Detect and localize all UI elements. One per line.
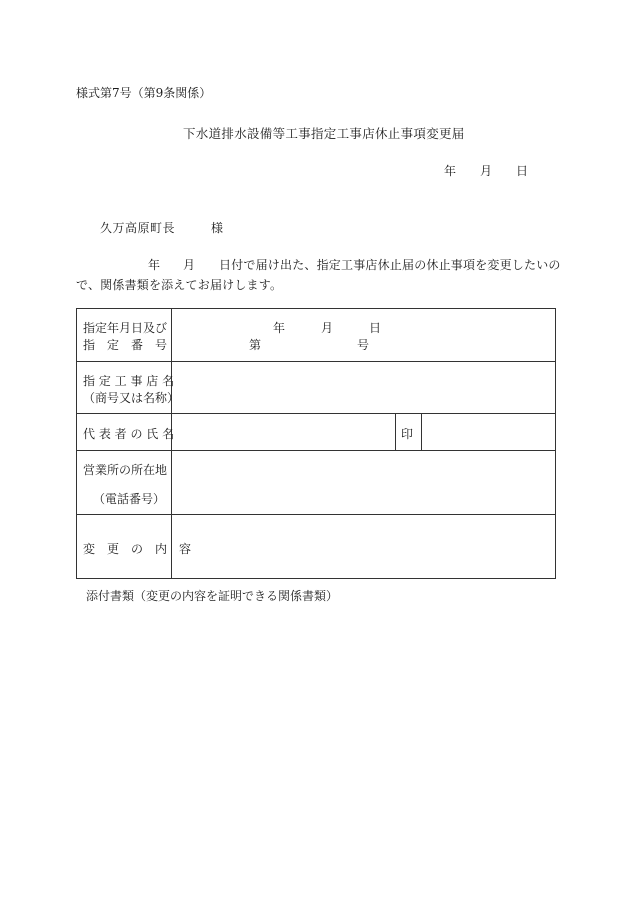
date-month-label: 月 xyxy=(480,164,493,178)
designation-go-label: 号 xyxy=(357,338,370,352)
intro-text-line1: 日付で届け出た、指定工事店休止届の休止事項を変更したいの xyxy=(219,258,561,272)
designation-year-field[interactable]: 年 xyxy=(273,321,286,335)
contractor-name-field[interactable] xyxy=(177,365,547,409)
designation-dai-label: 第 xyxy=(249,338,262,352)
seal-mark-label: 印 xyxy=(401,427,414,441)
trade-name-label: （商号又は名称） xyxy=(83,391,180,405)
form-number: 様式第7号（第9条関係） xyxy=(76,86,212,100)
change-details-label: 変 更 の 内 容 xyxy=(83,542,192,556)
designation-number-label: 指 定 番 号 xyxy=(83,338,168,352)
intro-year-label: 年 xyxy=(148,258,161,272)
addressee-honorific: 様 xyxy=(211,221,224,235)
designation-day-field[interactable]: 日 xyxy=(369,321,382,335)
phone-number-label: （電話番号） xyxy=(93,492,166,506)
row-divider xyxy=(77,450,555,451)
seal-column-divider xyxy=(395,413,396,450)
intro-text-line2: で、関係書類を添えてお届けします。 xyxy=(76,278,283,292)
representative-name-label: 代 表 者 の 氏 名 xyxy=(83,427,175,441)
seal-column-divider xyxy=(421,413,422,450)
designation-month-field[interactable]: 月 xyxy=(321,321,334,335)
intro-month-label: 月 xyxy=(183,258,196,272)
form-title: 下水道排水設備等工事指定工事店休止事項変更届 xyxy=(183,126,465,141)
row-divider xyxy=(77,413,555,414)
date-day-label: 日 xyxy=(516,164,529,178)
application-form-table xyxy=(76,308,556,579)
addressee-name: 久万高原町長 xyxy=(100,221,176,235)
office-location-label: 営業所の所在地 xyxy=(83,463,168,477)
change-details-field[interactable] xyxy=(177,519,547,574)
designation-date-label: 指定年月日及び xyxy=(83,321,168,335)
contractor-name-label: 指 定 工 事 店 名 xyxy=(83,374,175,388)
date-year-label: 年 xyxy=(444,164,457,178)
row-divider xyxy=(77,361,555,362)
row-divider xyxy=(77,514,555,515)
label-column-divider xyxy=(171,309,172,578)
representative-name-field[interactable] xyxy=(177,417,389,447)
office-location-field[interactable] xyxy=(177,455,547,510)
attachment-note: 添付書類（変更の内容を証明できる関係書類） xyxy=(86,589,339,603)
